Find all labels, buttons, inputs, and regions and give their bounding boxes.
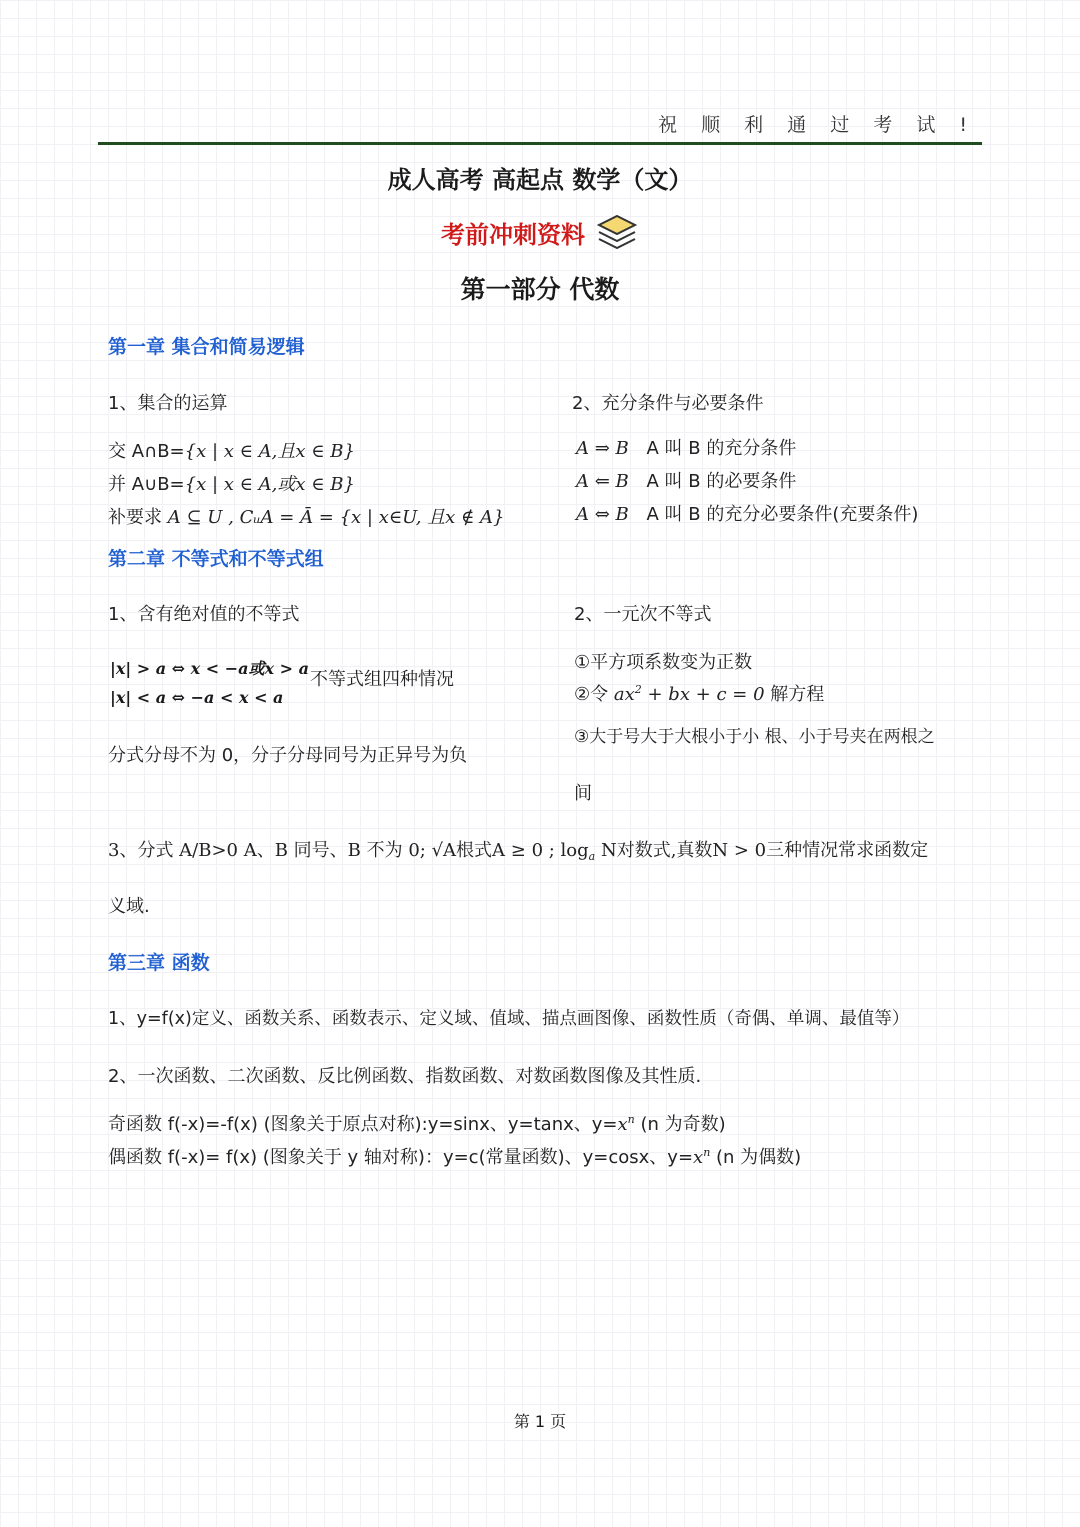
domain-rule-text: 3、分式 A/B>0 A、B 同号、B 不为 0; √A根式A ≥ 0 ; log bbox=[108, 840, 589, 861]
even-function-line bbox=[108, 1143, 801, 1169]
condition-symbol-2: A ⇐ B bbox=[576, 471, 629, 492]
condition-text-2: A 叫 B 的必要条件 bbox=[646, 471, 797, 492]
odd-function-text: 奇函数 f(-x)=-f(x) (图象关于原点对称):y=sinx、y=tanx、y= bbox=[108, 1114, 618, 1135]
chapter3-heading: 第三章 函数 bbox=[108, 952, 210, 974]
quadratic-step-3-continued: 间 bbox=[574, 783, 592, 804]
chapter2-right-title: 2、一元次不等式 bbox=[574, 604, 712, 625]
chapter2-left-title: 1、含有绝对值的不等式 bbox=[108, 604, 300, 625]
fraction-note: 分式分母不为 0，分子分母同号为正异号为负 bbox=[108, 745, 468, 766]
odd-power bbox=[617, 1114, 634, 1135]
condition-symbol-1: A ⇒ B bbox=[576, 438, 629, 459]
document-title: 成人高考 高起点 数学（文） bbox=[387, 166, 693, 194]
complement-line bbox=[108, 503, 505, 529]
chapter2-heading: 第二章 不等式和不等式组 bbox=[108, 548, 324, 570]
domain-rule-continued: 义域. bbox=[108, 896, 150, 917]
condition-text-1: A 叫 B 的充分条件 bbox=[646, 438, 797, 459]
quadratic-step-2 bbox=[574, 680, 824, 706]
absolute-inequality-note: 不等式组四种情况 bbox=[310, 669, 454, 690]
even-function-text: 偶函数 f(-x)= f(x) (图象关于 y 轴对称)：y=c(常量函数)、y=cosx、y= bbox=[108, 1147, 694, 1168]
page-number: 第 1 页 bbox=[513, 1412, 567, 1431]
odd-power-base: x bbox=[617, 1114, 628, 1135]
quadratic-formula bbox=[614, 684, 765, 705]
header-rule bbox=[98, 142, 982, 145]
even-power-base: x bbox=[693, 1147, 704, 1168]
even-power bbox=[693, 1147, 710, 1168]
step2-suffix: 解方程 bbox=[770, 684, 825, 705]
odd-function-suffix: (n 为奇数) bbox=[640, 1114, 726, 1135]
absolute-inequality-2: |x| < a ⇔ −a < x < a bbox=[110, 688, 284, 707]
header-motto: 祝 顺 利 通 过 考 试 ! bbox=[658, 114, 976, 136]
quadratic-step-3: ③大于号大于大根小于小 根、小于号夹在两根之 bbox=[574, 727, 935, 747]
condition-row-1 bbox=[576, 434, 796, 460]
step2-prefix: ②令 bbox=[574, 684, 609, 705]
domain-rule-tail: N对数式,真数N > 0三种情况常求函数定 bbox=[595, 840, 929, 861]
document-subtitle: 考前冲刺资料 bbox=[441, 220, 585, 249]
formula-ax: ax bbox=[613, 684, 635, 705]
even-power-exponent: n bbox=[703, 1146, 711, 1159]
odd-function-line bbox=[108, 1110, 726, 1136]
union-formula: {x | x ∈ A,或x ∈ B} bbox=[184, 474, 355, 495]
union-label: 并 A∪B= bbox=[108, 474, 185, 495]
formula-rest: + bx + c = 0 bbox=[641, 684, 765, 705]
layers-icon bbox=[595, 212, 639, 252]
odd-power-exponent: n bbox=[627, 1113, 635, 1126]
function-item-2: 2、一次函数、二次函数、反比例函数、指数函数、对数函数图像及其性质. bbox=[108, 1066, 702, 1087]
quadratic-step-1: ①平方项系数变为正数 bbox=[574, 652, 753, 673]
intersection-label: 交 A∩B= bbox=[108, 441, 185, 462]
log-base: a bbox=[588, 850, 596, 863]
domain-rule-line bbox=[108, 836, 928, 863]
absolute-inequality-1: |x| > a ⇔ x < −a或x > a bbox=[110, 659, 309, 678]
condition-row-2 bbox=[576, 467, 796, 493]
condition-row-3 bbox=[576, 500, 918, 526]
function-item-1: 1、y=f(x)定义、函数关系、函数表示、定义域、值域、描点画图像、函数性质（奇偶、单调、最值等） bbox=[108, 1009, 910, 1029]
complement-formula: A ⊆ U , CᵤA = Ā = {x | x∈U, 且x ∉ A} bbox=[167, 507, 505, 528]
formula-exponent: 2 bbox=[634, 683, 642, 696]
chapter1-right-title: 2、充分条件与必要条件 bbox=[572, 393, 764, 414]
complement-label: 补要求 bbox=[108, 507, 162, 528]
union-line bbox=[108, 470, 355, 496]
part-title: 第一部分 代数 bbox=[460, 275, 620, 304]
chapter1-left-title: 1、集合的运算 bbox=[108, 393, 228, 414]
condition-symbol-3: A ⇔ B bbox=[576, 504, 629, 525]
intersection-line bbox=[108, 437, 355, 463]
subtitle-row bbox=[0, 212, 1080, 252]
intersection-formula: {x | x ∈ A,且x ∈ B} bbox=[184, 441, 355, 462]
even-function-suffix: (n 为偶数) bbox=[716, 1147, 802, 1168]
condition-text-3: A 叫 B 的充分必要条件(充要条件) bbox=[646, 504, 919, 525]
chapter1-heading: 第一章 集合和简易逻辑 bbox=[108, 336, 305, 358]
